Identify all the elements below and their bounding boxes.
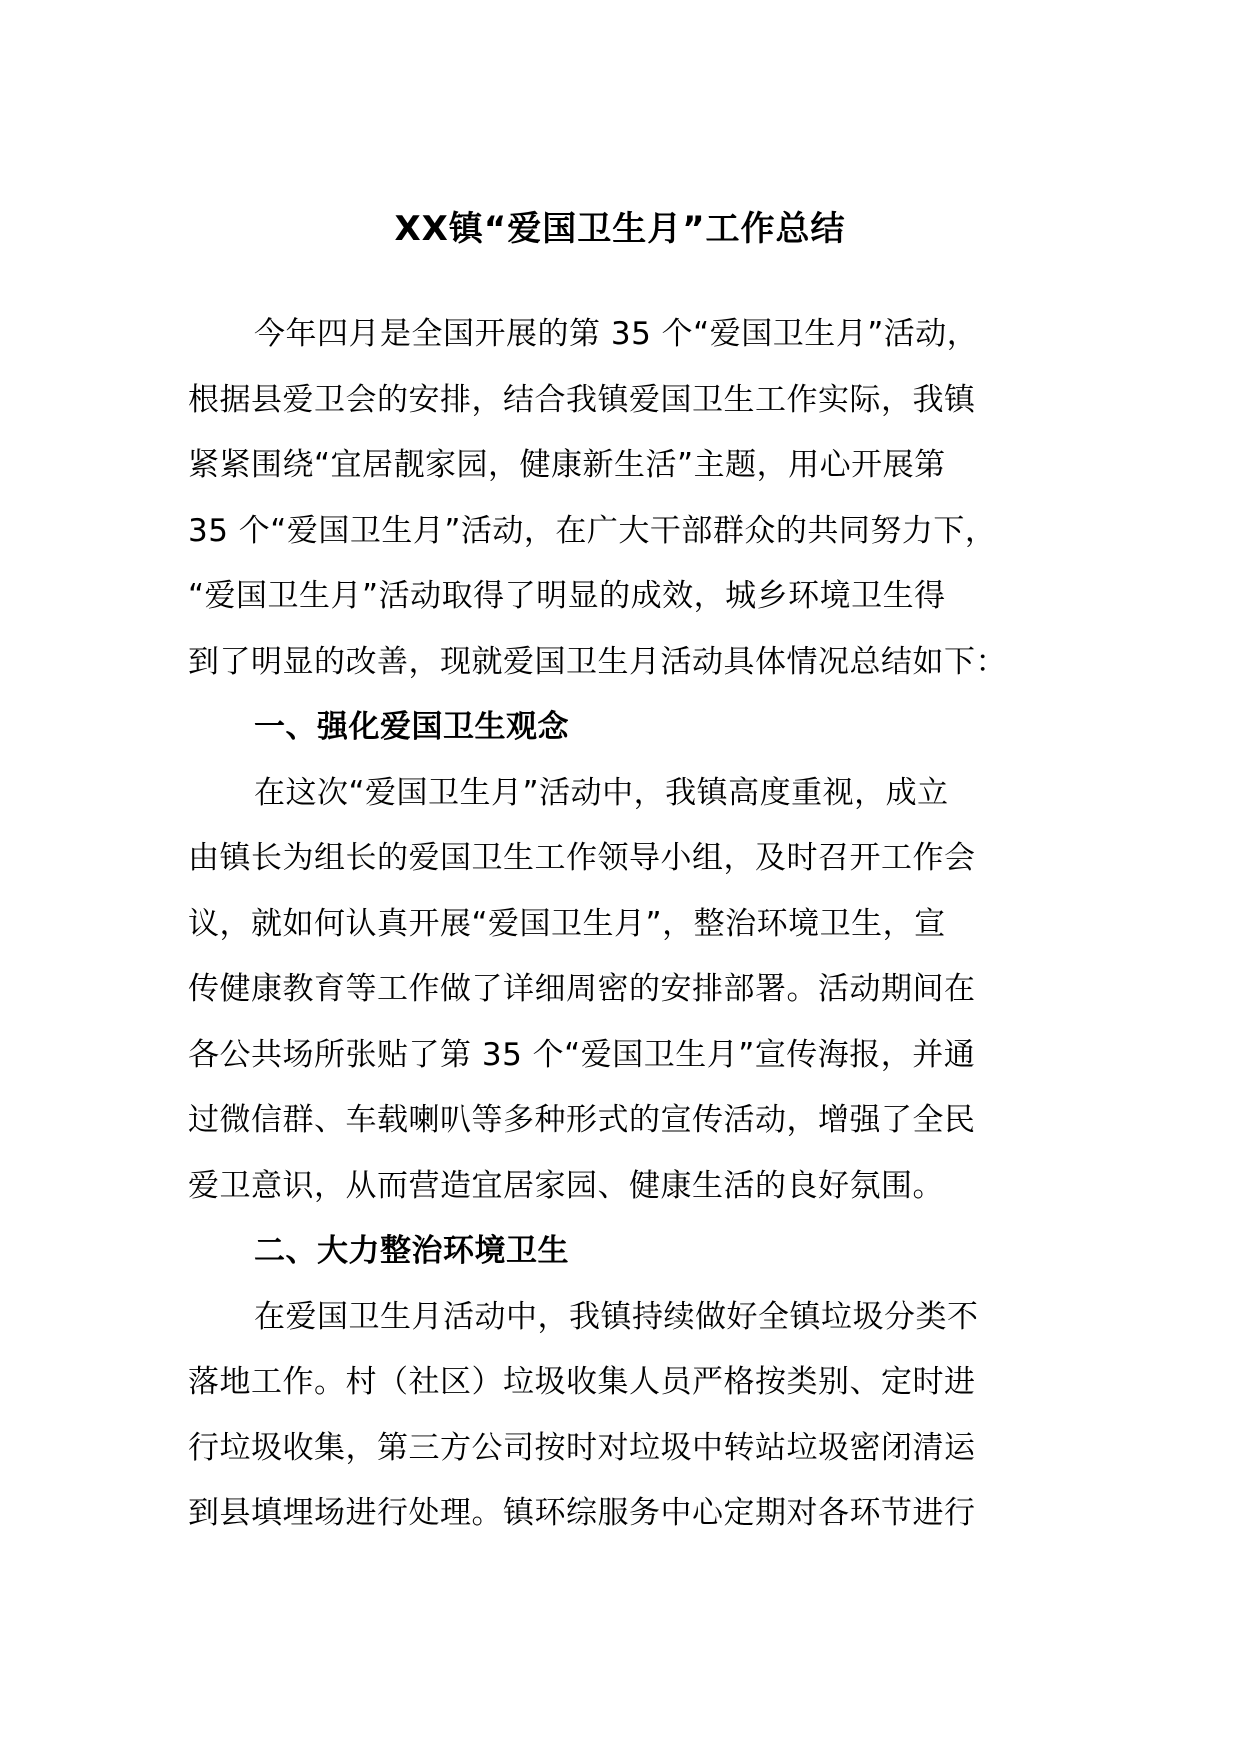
paragraph-line: 议，就如何认真开展“爱国卫生月”，整治环境卫生，宣 [188, 905, 946, 942]
paragraph-line: 35 个“爱国卫生月”活动，在广大干部群众的共同努力下， [188, 512, 997, 549]
paragraph-line: 过微信群、车载喇叭等多种形式的宣传活动，增强了全民 [188, 1102, 976, 1138]
paragraph-line: 到县填埋场进行处理。镇环综服务中心定期对各环节进行 [188, 1495, 976, 1531]
paragraph-line: 传健康教育等工作做了详细周密的安排部署。活动期间在 [188, 971, 976, 1007]
document-body [188, 302, 1078, 1547]
paragraph-line: 由镇长为组长的爱国卫生工作领导小组，及时召开工作会 [188, 840, 976, 876]
paragraph-line: 在爱国卫生月活动中，我镇持续做好全镇垃圾分类不 [254, 1298, 979, 1335]
paragraph-line: 根据县爱卫会的安排，结合我镇爱国卫生工作实际，我镇 [188, 381, 976, 418]
paragraph-line: 落地工作。村（社区）垃圾收集人员严格按类别、定时进 [188, 1364, 976, 1400]
paragraph-line: “爱国卫生月”活动取得了明显的成效，城乡环境卫生得 [188, 578, 946, 614]
document-title: XX镇“爱国卫生月”工作总结 [394, 209, 846, 249]
paragraph-line: 紧紧围绕“宜居靓家园，健康新生活”主题，用心开展第 [188, 447, 946, 483]
section-heading: 二、大力整治环境卫生 [254, 1233, 569, 1269]
paragraph-line: 行垃圾收集，第三方公司按时对垃圾中转站垃圾密闭清运 [188, 1429, 976, 1466]
paragraph-line: 爱卫意识，从而营造宜居家园、健康生活的良好氛围。 [188, 1167, 944, 1204]
paragraph-line: 各公共场所张贴了第 35 个“爱国卫生月”宣传海报，并通 [188, 1036, 976, 1073]
paragraph-line: 到了明显的改善，现就爱国卫生月活动具体情况总结如下： [188, 643, 1007, 680]
paragraph-line: 今年四月是全国开展的第 35 个“爱国卫生月”活动， [254, 316, 979, 352]
section-heading: 一、强化爱国卫生观念 [254, 709, 569, 745]
paragraph-line: 在这次“爱国卫生月”活动中，我镇高度重视，成立 [254, 774, 949, 811]
